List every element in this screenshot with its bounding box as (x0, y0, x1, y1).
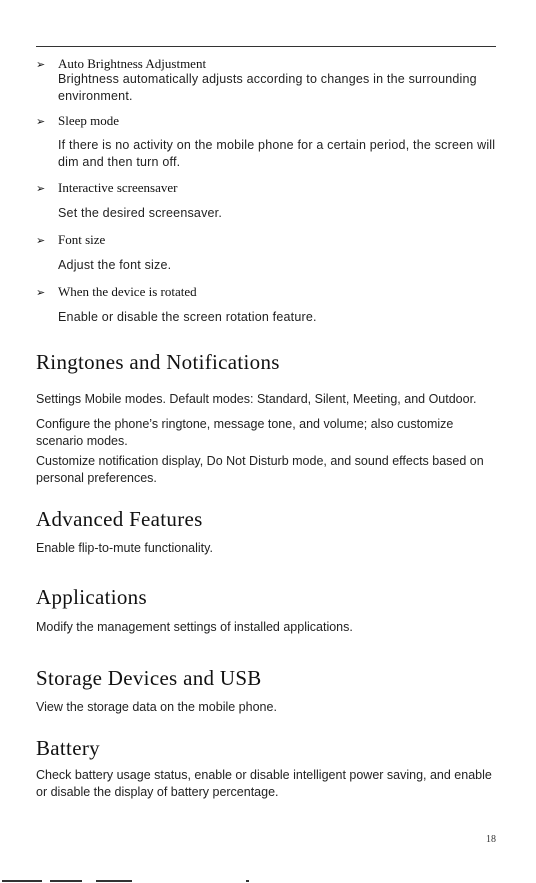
bullet-item-sleep-mode (36, 113, 119, 129)
section-heading-storage: Storage Devices and USB (36, 666, 262, 690)
section-heading-battery: Battery (36, 736, 100, 760)
section-paragraph: Settings Mobile modes. Default modes: Standard, Silent, Meeting, and Outdoor. (36, 392, 477, 406)
section-heading-advanced: Advanced Features (36, 507, 203, 531)
bullet-item-rotation (36, 284, 197, 300)
bullet-title: Font size (58, 232, 106, 247)
bullet-desc: Brightness automatically adjusts according to changes in the surrounding environment. (58, 72, 477, 103)
section-heading-applications: Applications (36, 585, 147, 609)
page-number: 18 (486, 834, 496, 845)
arrow-bullet-icon: ➢ (36, 116, 46, 128)
section-paragraph: Check battery usage status, enable or disable intelligent power saving, and enable or disable the display of battery percentage. (36, 768, 492, 799)
bullet-desc: Adjust the font size. (58, 258, 172, 272)
arrow-bullet-icon: ➢ (36, 59, 46, 71)
bullet-title: Sleep mode (58, 113, 120, 128)
bullet-desc: If there is no activity on the mobile phone for a certain period, the screen will dim and then turn off. (58, 138, 496, 169)
section-paragraph: Modify the management settings of installed applications. (36, 620, 353, 634)
arrow-bullet-icon: ➢ (36, 235, 46, 247)
section-heading-ringtones: Ringtones and Notifications (36, 350, 280, 374)
bullet-item-font-size (36, 232, 105, 248)
bullet-desc: Enable or disable the screen rotation feature. (58, 310, 317, 324)
bullet-title: Auto Brightness Adjustment (58, 56, 207, 71)
section-paragraph: Configure the phone’s ringtone, message tone, and volume; also customize scenario modes. (36, 417, 454, 448)
bullet-desc: Set the desired screensaver. (58, 206, 223, 220)
bullet-title: When the device is rotated (58, 284, 197, 299)
bullet-title: Interactive screensaver (58, 180, 178, 195)
section-paragraph: Customize notification display, Do Not Disturb mode, and sound effects based on personal preferences. (36, 454, 484, 485)
bullet-item-screensaver (36, 180, 177, 196)
scan-artifact-marks (0, 878, 536, 883)
section-paragraph: Enable flip-to-mute functionality. (36, 541, 213, 555)
section-paragraph: View the storage data on the mobile phone. (36, 700, 277, 714)
bullet-item-auto-brightness (36, 56, 206, 72)
top-rule (36, 46, 496, 47)
arrow-bullet-icon: ➢ (36, 287, 46, 299)
arrow-bullet-icon: ➢ (36, 183, 46, 195)
